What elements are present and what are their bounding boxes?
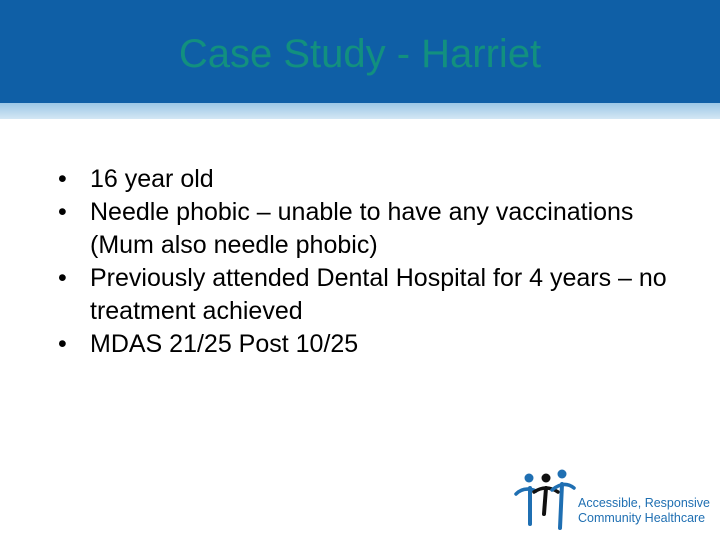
bullet-item [58,163,678,196]
organisation-logo [514,464,714,534]
bullet-text: Needle phobic – unable to have any vaccinations (Mum also needle phobic) [90,198,634,259]
header-stripe [0,103,720,119]
bullet-dot: • [58,165,67,193]
bullet-text: Previously attended Dental Hospital for 4 years – no treatment achieved [90,264,667,325]
slide-title: Case Study - Harriet [178,32,542,76]
bullet-item [58,196,678,262]
bullet-item [58,262,678,328]
people-figures-icon [514,464,576,532]
bullet-text: MDAS 21/25 Post 10/25 [90,330,359,358]
logo-text [578,496,718,526]
bullet-dot: • [58,198,67,226]
bullet-item [58,328,678,361]
logo-line-1: Accessible, Responsive [578,496,711,510]
bullet-list [58,163,678,361]
bullet-dot: • [58,330,67,358]
bullet-text: 16 year old [90,165,214,193]
logo-line-2: Community Healthcare [578,511,706,525]
bullet-dot: • [58,264,67,292]
